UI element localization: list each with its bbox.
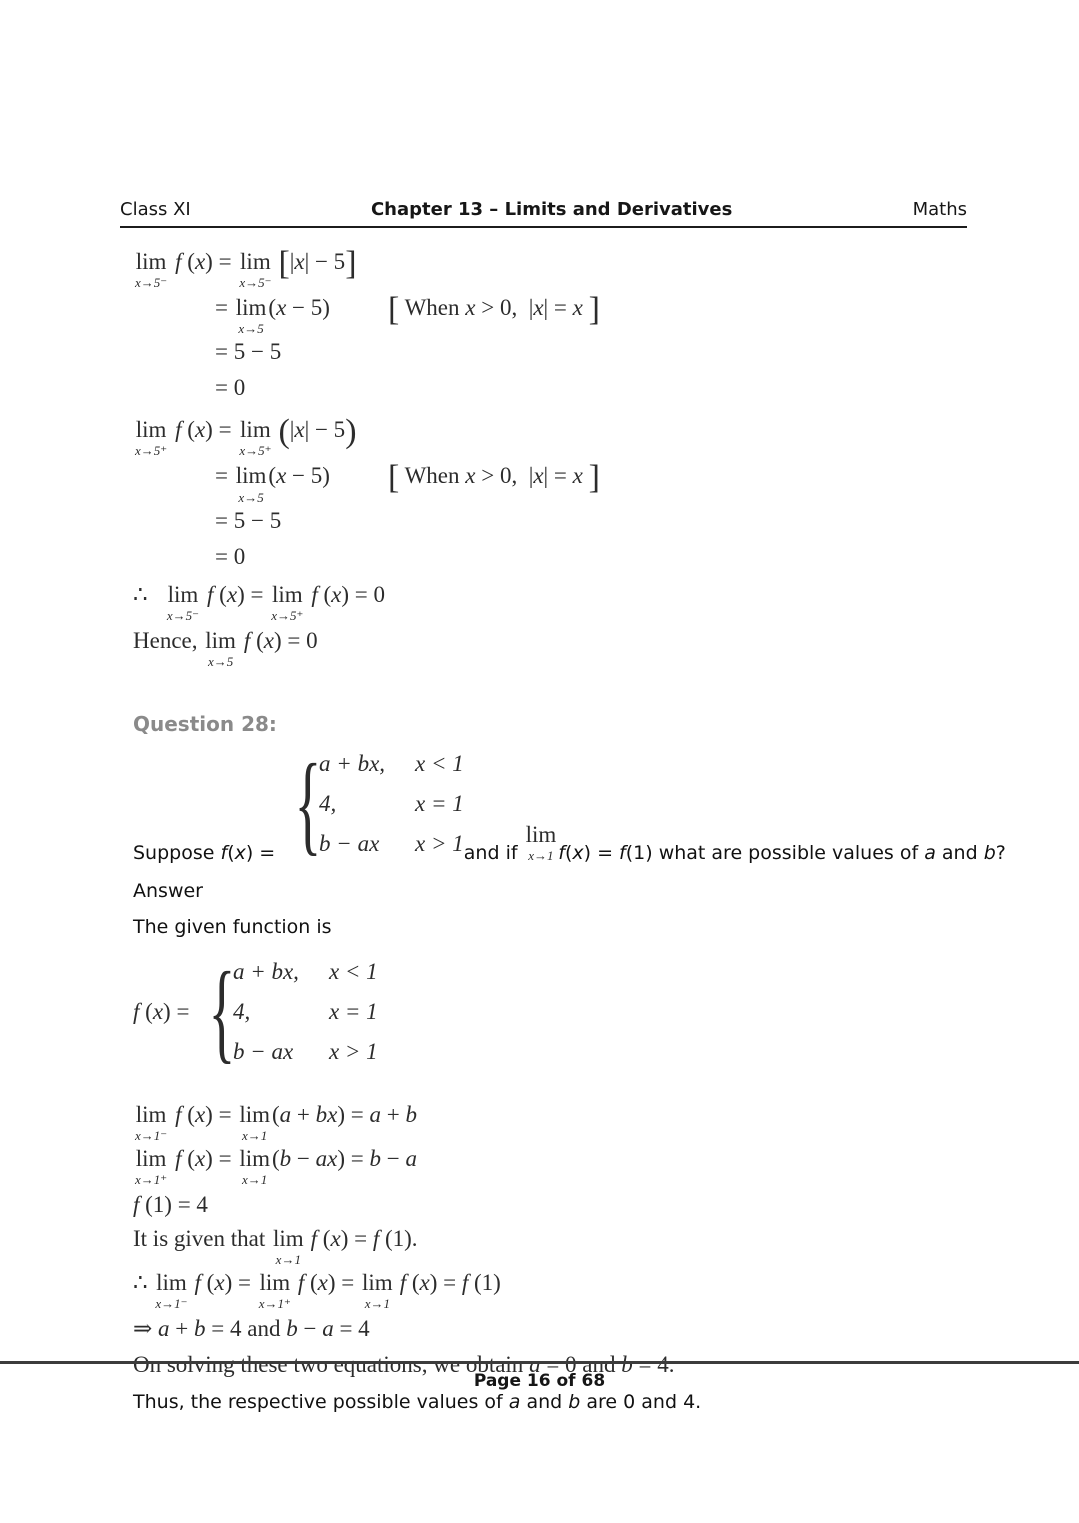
limit-operator: lim x→1 [525, 821, 557, 863]
limit-operator: lim x→1 [239, 1145, 270, 1188]
header-subject-label: Maths [912, 199, 967, 220]
limit-operator: lim x→1⁻ [135, 1101, 168, 1143]
case-row: b − ax x > 1 [232, 1038, 378, 1064]
math-line-right-limit-2: = lim x→5 (x − 5) [ When x > 0, |x| = x ] [215, 459, 600, 505]
header-chapter-title: Chapter 13 – Limits and Derivatives [370, 199, 733, 220]
limit-operator: lim x→1 [362, 1270, 393, 1312]
piecewise-cases [195, 949, 378, 1074]
limit-operator: lim x→5⁺ [239, 417, 272, 459]
math-line-left-limit-3: = 5 − 5 [215, 339, 282, 365]
limit-operator: lim x→5⁺ [271, 581, 304, 623]
math-line-right-limit-1: lim x→5⁺ f (x) = lim x→5⁺ (|x| − 5) [135, 413, 357, 459]
math-line-function-definition: f ( x ) = { a + bx, x < 1 4, x = 1 b − ax x > 1 [133, 949, 378, 1074]
page-content [133, 245, 1006, 1414]
answer-label: Answer [133, 879, 203, 902]
limit-operator: lim x→1 [272, 1226, 304, 1268]
left-brace: { [208, 949, 236, 1074]
question-statement-line: Suppose f ( x ) = { a + bx, x < 1 4, x = 1 b − ax x > 1 and if lim x→1 f ( x ) = f (1) what are possible values of a and b ? [133, 741, 1006, 866]
math-line-right-limit-3: = 5 − 5 [215, 507, 282, 533]
given-function-label: The given function is [133, 915, 332, 938]
page-header [120, 199, 967, 228]
limit-operator: lim x→5⁺ [135, 417, 168, 459]
conclusion-line: Thus, the respective possible values of a and b are 0 and 4. [133, 1391, 702, 1414]
math-line-therefore-limits-equal: ∴ lim x→5⁻ f (x) = lim x→5⁺ f (x) = 0 [133, 581, 386, 623]
case-row: a + bx, x < 1 [319, 750, 464, 776]
piecewise-cases [281, 741, 464, 866]
question-heading: Question 28: [133, 711, 277, 736]
math-line-left-limit-2: = lim x→5 (x − 5) [ When x > 0, |x| = x ] [215, 291, 600, 337]
math-line-therefore-chain: ∴ lim x→1⁻ f (x) = lim x→1⁺ f (x) = lim x→1 f (x) = f (1) [133, 1270, 501, 1312]
left-brace: { [294, 741, 322, 866]
limit-operator: lim x→5 [235, 463, 267, 505]
math-line-right-limit-4: = 0 [215, 543, 246, 569]
case-row: a + bx, x < 1 [232, 958, 378, 984]
math-line-f1-equals-4: f (1) = 4 [133, 1192, 208, 1218]
header-class-label: Class XI [120, 199, 191, 220]
math-line-limit-left-1: lim x→1⁻ f (x) = lim x→1 (a + bx) = a + b [135, 1101, 417, 1143]
math-line-hence-limit: Hence, lim x→5 f (x) = 0 [133, 627, 318, 669]
page-number-label: Page 16 of 68 [473, 1371, 606, 1391]
limit-operator: lim x→5 [235, 295, 267, 337]
math-line-on-solving: On solving these two equations, we obtain a = 0 and b = 4. [133, 1352, 675, 1378]
limit-operator: lim x→1 [239, 1101, 270, 1143]
math-line-it-is-given: It is given that lim x→1 f (x) = f (1). [133, 1226, 418, 1268]
case-row: 4, x = 1 [319, 790, 464, 816]
math-line-limit-right-1: lim x→1⁺ f (x) = lim x→1 (b − ax) = b − a [135, 1145, 417, 1188]
limit-operator: lim x→5⁻ [239, 249, 272, 291]
case-row: b − ax x > 1 [319, 830, 464, 856]
footer-rule [0, 1361, 1079, 1364]
limit-operator: lim x→5 [205, 627, 236, 669]
math-line-left-limit-4: = 0 [215, 375, 246, 401]
limit-operator: lim x→5⁻ [135, 249, 168, 291]
math-line-implies-equations: ⇒ a + b = 4 and b − a = 4 [133, 1316, 370, 1342]
case-row: 4, x = 1 [232, 998, 378, 1024]
limit-operator: lim x→1⁻ [155, 1270, 188, 1312]
math-line-left-limit-1: lim x→5⁻ f (x) = lim x→5⁻ [|x| − 5] [135, 245, 357, 291]
limit-operator: lim x→1⁺ [135, 1145, 168, 1188]
limit-operator: lim x→1⁺ [258, 1270, 291, 1312]
limit-operator: lim x→5⁻ [166, 581, 200, 623]
